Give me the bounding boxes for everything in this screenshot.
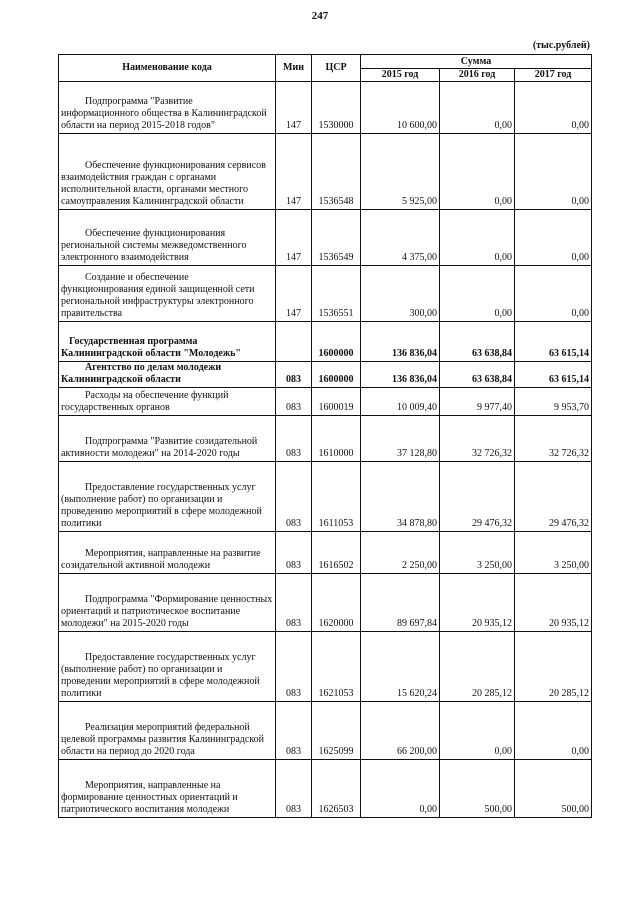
row-value-2015: 37 128,80 [361, 416, 440, 462]
header-2017: 2017 год [515, 69, 592, 82]
table-row [59, 702, 592, 760]
row-csr: 1616502 [312, 532, 361, 574]
row-csr: 1536548 [312, 134, 361, 210]
row-value-2017: 0,00 [515, 210, 592, 266]
header-name: Наименование кода [59, 55, 276, 82]
row-value-2016: 0,00 [440, 266, 515, 322]
row-value-2016: 63 638,84 [440, 362, 515, 388]
table-row [59, 532, 592, 574]
row-value-2015: 5 925,00 [361, 134, 440, 210]
units-label: (тыс.рублей) [532, 40, 590, 51]
row-name: Обеспечение функционирования региональной системы межведомственного электронного взаимодействия [59, 210, 276, 266]
row-value-2016: 20 935,12 [440, 574, 515, 632]
row-value-2015: 10 600,00 [361, 82, 440, 134]
row-name: Агентство по делам молодежи Калининградской области [59, 362, 276, 388]
row-value-2016: 0,00 [440, 210, 515, 266]
row-min: 083 [276, 760, 312, 818]
row-min: 147 [276, 82, 312, 134]
row-csr: 1536551 [312, 266, 361, 322]
row-value-2015: 136 836,04 [361, 322, 440, 362]
row-value-2016: 63 638,84 [440, 322, 515, 362]
row-csr: 1536549 [312, 210, 361, 266]
row-csr: 1620000 [312, 574, 361, 632]
table-row [59, 210, 592, 266]
budget-table [58, 54, 592, 818]
table-row [59, 134, 592, 210]
table-row [59, 322, 592, 362]
row-min: 083 [276, 632, 312, 702]
row-name: Подпрограмма "Развитие созидательной активности молодежи" на 2014-2020 годы [59, 416, 276, 462]
row-value-2015: 34 878,80 [361, 462, 440, 532]
page-number: 247 [311, 10, 329, 22]
row-min: 083 [276, 574, 312, 632]
row-csr: 1530000 [312, 82, 361, 134]
row-value-2016: 3 250,00 [440, 532, 515, 574]
row-value-2015: 66 200,00 [361, 702, 440, 760]
row-min: 083 [276, 462, 312, 532]
row-min: 147 [276, 210, 312, 266]
table-row [59, 760, 592, 818]
row-min: 083 [276, 388, 312, 416]
row-value-2016: 0,00 [440, 702, 515, 760]
row-csr: 1611053 [312, 462, 361, 532]
row-min: 083 [276, 702, 312, 760]
row-value-2017: 20 285,12 [515, 632, 592, 702]
row-value-2017: 0,00 [515, 266, 592, 322]
row-value-2017: 29 476,32 [515, 462, 592, 532]
row-value-2016: 20 285,12 [440, 632, 515, 702]
row-name: Подпрограмма "Формирование ценностных ориентаций и патриотическое воспитание молодежи" на 2015-2020 годы [59, 574, 276, 632]
row-csr: 1600000 [312, 362, 361, 388]
row-name: Предоставление государственных услуг (выполнение работ) по организации и проведении мероприятий в сфере молодежной политики [59, 632, 276, 702]
header-2015: 2015 год [361, 69, 440, 82]
row-value-2015: 2 250,00 [361, 532, 440, 574]
header-sum: Сумма [361, 55, 592, 69]
row-min [276, 322, 312, 362]
row-value-2017: 9 953,70 [515, 388, 592, 416]
row-name: Мероприятия, направленные на развитие созидательной активной молодежи [59, 532, 276, 574]
row-value-2016: 9 977,40 [440, 388, 515, 416]
row-value-2017: 63 615,14 [515, 322, 592, 362]
row-min: 147 [276, 266, 312, 322]
row-name: Реализация мероприятий федеральной целевой программы развития Калининградской области на период до 2020 года [59, 702, 276, 760]
table-body [59, 82, 592, 818]
row-name: Обеспечение функционирования сервисов взаимодействия граждан с органами исполнительной власти, органами местного самоуправления Калининградской области [59, 134, 276, 210]
row-value-2016: 0,00 [440, 82, 515, 134]
row-name: Мероприятия, направленные на формирование ценностных ориентаций и патриотического воспитания молодежи [59, 760, 276, 818]
row-csr: 1600019 [312, 388, 361, 416]
row-csr: 1610000 [312, 416, 361, 462]
table-row [59, 82, 592, 134]
table-row [59, 388, 592, 416]
row-value-2016: 32 726,32 [440, 416, 515, 462]
table-row [59, 362, 592, 388]
row-value-2016: 0,00 [440, 134, 515, 210]
row-csr: 1626503 [312, 760, 361, 818]
row-min: 147 [276, 134, 312, 210]
row-name: Предоставление государственных услуг (выполнение работ) по организации и проведению мероприятий в сфере молодежной политики [59, 462, 276, 532]
header-min: Мин [276, 55, 312, 82]
row-value-2017: 0,00 [515, 134, 592, 210]
row-name: Расходы на обеспечение функций государственных органов [59, 388, 276, 416]
row-value-2015: 0,00 [361, 760, 440, 818]
table-header [59, 55, 592, 82]
row-value-2015: 15 620,24 [361, 632, 440, 702]
row-value-2017: 0,00 [515, 82, 592, 134]
row-name: Государственная программа Калининградской области "Молодежь" [59, 322, 276, 362]
row-value-2017: 500,00 [515, 760, 592, 818]
row-value-2015: 136 836,04 [361, 362, 440, 388]
row-csr: 1600000 [312, 322, 361, 362]
table-row [59, 632, 592, 702]
header-2016: 2016 год [440, 69, 515, 82]
row-value-2017: 32 726,32 [515, 416, 592, 462]
row-value-2015: 89 697,84 [361, 574, 440, 632]
row-value-2015: 300,00 [361, 266, 440, 322]
row-name: Создание и обеспечение функционирования единой защищенной сети региональной инфраструктуры электронного правительства [59, 266, 276, 322]
row-min: 083 [276, 532, 312, 574]
header-csr: ЦСР [312, 55, 361, 82]
row-value-2016: 29 476,32 [440, 462, 515, 532]
row-value-2017: 0,00 [515, 702, 592, 760]
table-row [59, 574, 592, 632]
row-value-2015: 10 009,40 [361, 388, 440, 416]
table-row [59, 416, 592, 462]
row-min: 083 [276, 362, 312, 388]
table-row [59, 266, 592, 322]
row-value-2016: 500,00 [440, 760, 515, 818]
row-value-2015: 4 375,00 [361, 210, 440, 266]
table-row [59, 462, 592, 532]
row-min: 083 [276, 416, 312, 462]
row-csr: 1625099 [312, 702, 361, 760]
row-value-2017: 20 935,12 [515, 574, 592, 632]
row-csr: 1621053 [312, 632, 361, 702]
row-value-2017: 63 615,14 [515, 362, 592, 388]
row-name: Подпрограмма "Развитие информационного общества в Калининградской области на период 2015-2018 годов" [59, 82, 276, 134]
row-value-2017: 3 250,00 [515, 532, 592, 574]
